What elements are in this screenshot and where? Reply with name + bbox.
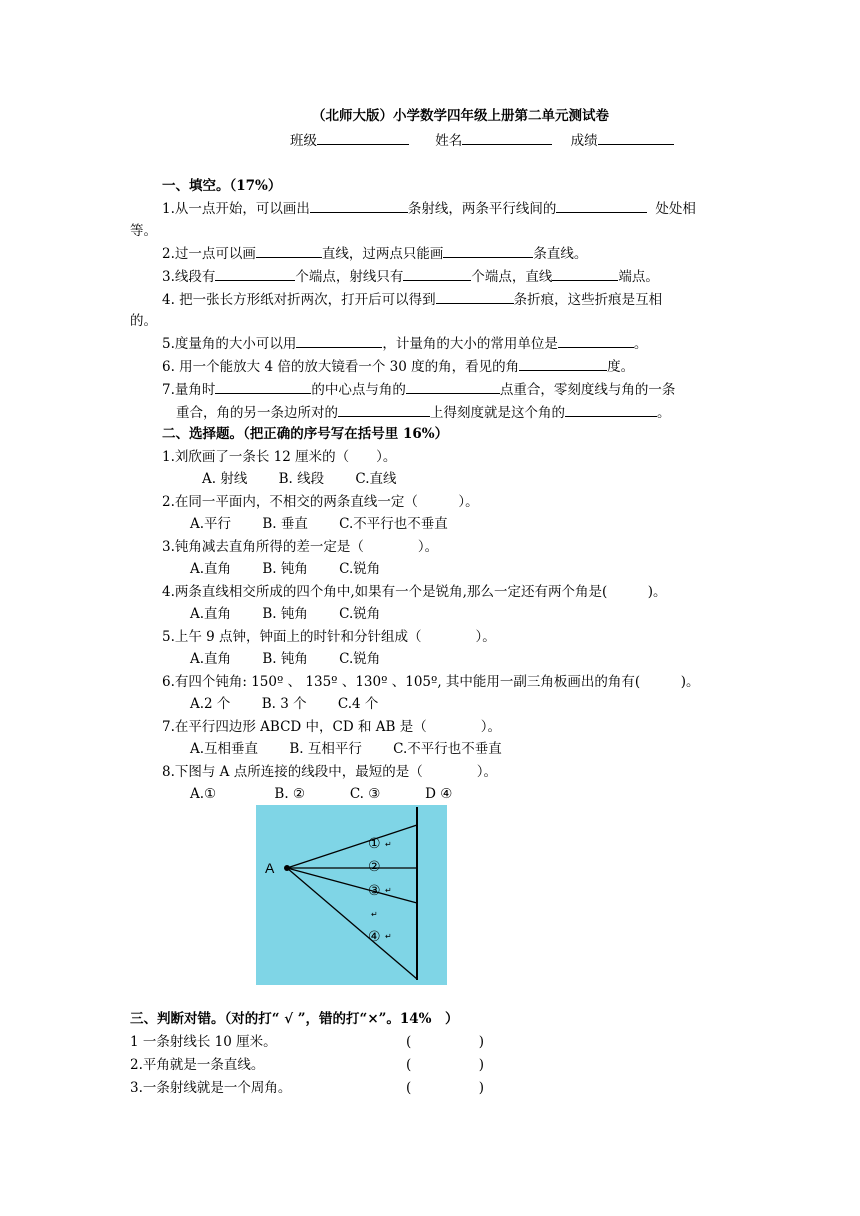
s1-q3-text-c: 个端点，直线 [471,269,553,285]
s1-q1-wrap: 等。 [130,223,157,239]
s1-q5-text-b: ，计量角的大小的常用单位是 [382,336,558,352]
s1-q3-text-d: 端点。 [618,269,659,285]
s2-question-7: 7.在平行四边形 ABCD 中，CD 和 AB 是（ ）。 [162,719,501,735]
s1-question-2 [162,244,587,263]
return-arrow-mid: ↵ [371,910,378,919]
s1-q7-text-b: 的中心点与角的 [311,382,406,398]
s3-question-3: 3.一条射线就是一个周角。 [130,1080,292,1096]
marker-1: ① [368,836,381,852]
s2-options-1: A. 射线 B. 线段 C.直线 [202,471,397,487]
blank [310,199,408,213]
section2-heading: 二、选择题。（把正确的序号写在括号里 16%） [162,426,449,442]
s1-question-4 [162,290,662,309]
s1-q2-text-a: 2.过一点可以画 [162,246,256,262]
score-label: 成绩 [570,133,598,149]
s3-answer-3: ( ) [406,1080,485,1096]
s2-options-5: A.直角 B. 钝角 C.锐角 [190,651,381,667]
s1-q4-text-b: 条折痕，这些折痕是互相 [513,292,663,308]
s1-q7-text-c: 点重合，零刻度线与角的一条 [499,382,676,398]
class-blank [317,131,409,145]
s1-q3-text-a: 3.线段有 [162,269,216,285]
blank [519,357,607,371]
s1-q2-text-b: 直线，过两点只能画 [321,246,444,262]
s1-q1-text-a: 1.从一点开始，可以画出 [162,201,310,217]
s2-options-8: A.① B. ② C. ③ D ④ [190,786,453,802]
blank [406,380,500,394]
name-label: 姓名 [435,133,463,149]
s1-q7-wrap [176,403,671,422]
s2-question-2: 2.在同一平面内，不相交的两条直线一定（ ）。 [162,494,479,510]
s2-question-6: 6.有四个钝角: 150º 、 135º 、130º 、105º, 其中能用一副三角板画出的角有( )。 [162,674,700,690]
s1-question-6 [162,357,634,376]
s1-q1-text-c: 处处相 [655,201,696,217]
blank [215,380,311,394]
s1-q6-text-a: 6. 用一个能放大 4 倍的放大镜看一个 30 度的角，看见的角 [162,359,520,375]
s1-question-3 [162,267,659,286]
point-a-dot [284,865,290,871]
s1-q1-text-b: 条射线，两条平行线间的 [407,201,557,217]
blank [296,334,382,348]
class-label: 班级 [290,133,317,149]
s1-question-1 [162,199,696,218]
s3-question-2: 2.平角就是一条直线。 [130,1057,265,1073]
s1-question-5 [162,334,647,353]
s1-q5-text-c: 。 [633,336,648,352]
score-blank [598,131,674,145]
blank [338,403,430,417]
section3-heading: 三、判断对错。（对的打“ √ ”，错的打“×”。14% ） [130,1011,459,1027]
name-blank [462,131,552,145]
blank [552,267,618,281]
s2-question-4: 4.两条直线相交所成的四个角中,如果有一个是锐角,那么一定还有两个角是( )。 [162,584,667,600]
point-a-label: A [265,860,275,876]
blank [436,290,514,304]
s2-question-5: 5.上午 9 点钟，钟面上的时针和分针组成（ ）。 [162,629,496,645]
s2-question-1: 1.刘欣画了一条长 12 厘米的（ ）。 [162,449,397,465]
return-arrow-1: ↵ [385,840,392,849]
s2-options-6: A.2 个 B. 3 个 C.4 个 [190,696,379,712]
marker-3: ③ [368,883,381,899]
return-arrow-4: ↵ [385,932,392,941]
s3-answer-1: ( ) [406,1034,485,1050]
s1-q6-text-b: 度。 [607,359,635,375]
s1-q4-wrap: 的。 [130,313,157,329]
page-title: （北师大版）小学数学四年级上册第二单元测试卷 [312,108,609,124]
blank [403,267,471,281]
s1-q7-text-a: 7.量角时 [162,382,216,398]
s2-question-3: 3.钝角减去直角所得的差一定是（ ）。 [162,539,439,555]
s3-answer-2: ( ) [406,1057,485,1073]
s1-q4-text-a: 4. 把一张长方形纸对折两次，打开后可以得到 [162,292,436,308]
blank [215,267,295,281]
blank [256,244,322,258]
s1-q7-text-d: 重合，角的另一条边所对的 [176,405,338,421]
blank [443,244,533,258]
s1-q7-text-f: 。 [657,405,671,421]
s1-question-7 [162,380,675,399]
marker-2: ② [368,859,381,875]
blank [558,334,634,348]
s2-options-7: A.互相垂直 B. 互相平行 C.不平行也不垂直 [190,741,502,757]
s1-q2-text-c: 条直线。 [533,246,588,262]
s2-options-4: A.直角 B. 钝角 C.锐角 [190,606,381,622]
s1-q7-text-e: 上得刻度就是这个角的 [430,405,565,421]
marker-4: ④ [368,929,381,945]
figure-background [256,805,447,985]
s2-options-3: A.直角 B. 钝角 C.锐角 [190,561,381,577]
s1-q5-text-a: 5.度量角的大小可以用 [162,336,297,352]
blank [565,403,657,417]
s2-options-2: A.平行 B. 垂直 C.不平行也不垂直 [190,516,448,532]
s1-q3-text-b: 个端点，射线只有 [295,269,404,285]
return-arrow-3: ↵ [385,886,392,895]
section1-heading: 一、填空。（17%） [162,178,282,194]
s3-question-1: 1 一条射线长 10 厘米。 [130,1034,277,1050]
blank [556,199,647,213]
student-info-row [290,131,674,150]
line-segments-figure [256,805,447,985]
s2-question-8: 8.下图与 A 点所连接的线段中，最短的是（ ）。 [162,764,497,780]
